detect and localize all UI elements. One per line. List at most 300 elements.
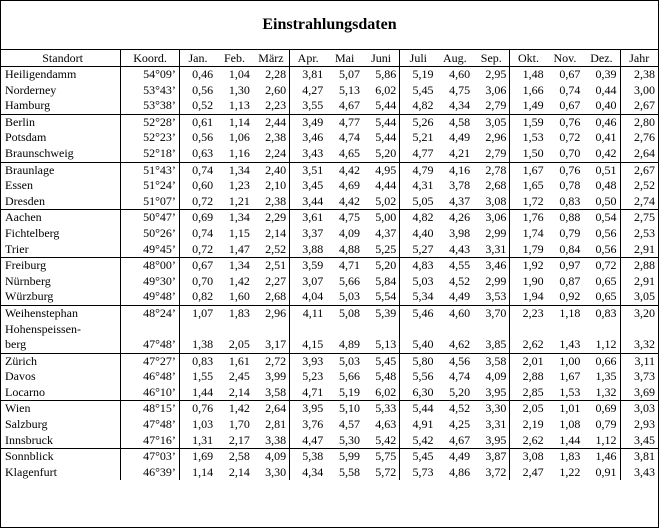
cell-juli: 5,05 <box>400 194 437 210</box>
cell-aug: 4,21 <box>449 145 471 160</box>
cell-koord: 51°43’ <box>121 162 180 178</box>
cell-maerz: 2,51 <box>253 258 290 274</box>
cell-juli: 4,31 <box>400 178 437 194</box>
cell-apr: 4,11 <box>290 305 327 321</box>
cell-jahr: 2,91 <box>620 274 658 290</box>
cell-dez: 0,69 <box>583 401 620 417</box>
cell-okt: 1,67 <box>510 162 547 178</box>
cell-mai: 4,75 <box>326 210 363 226</box>
cell-koord: 51°24’ <box>121 178 180 194</box>
cell-maerz: 3,99 <box>265 369 287 384</box>
cell-juni: 5,02 <box>375 193 397 208</box>
cell-jahr: 3,00 <box>620 83 658 99</box>
cell-juni: 5,13 <box>375 337 397 352</box>
cell-juli: 4,77 <box>400 146 437 162</box>
cell-jan: 0,82 <box>179 289 216 305</box>
cell-nov: 0,67 <box>559 98 581 113</box>
table-row <box>1 178 658 194</box>
cell-feb: 1,61 <box>216 353 253 369</box>
cell-aug: 4,49 <box>436 449 473 465</box>
cell-dez: 0,46 <box>583 114 620 130</box>
cell-aug: 4,49 <box>449 289 471 304</box>
cell-nov: 1,44 <box>559 432 581 447</box>
cell-maerz: 3,38 <box>265 432 287 447</box>
cell-aug: 5,20 <box>449 384 471 399</box>
cell-juli: 4,83 <box>400 258 437 274</box>
cell-nov: 0,78 <box>559 178 581 193</box>
cell-feb: 2,58 <box>216 449 253 465</box>
cell-juni: 5,44 <box>363 114 400 130</box>
table-title: Einstrahlungsdaten <box>1 1 658 50</box>
cell-okt: 2,62 <box>510 433 547 449</box>
cell-jan: 0,46 <box>179 67 216 83</box>
cell-dez: 0,51 <box>583 162 620 178</box>
cell-feb: 2,45 <box>228 369 250 384</box>
table-row <box>1 449 658 465</box>
cell-jahr: 3,81 <box>620 449 658 465</box>
cell-maerz: 3,17 <box>265 337 287 352</box>
cell-sep: 2,96 <box>485 130 507 145</box>
cell-nov: 0,79 <box>559 225 581 240</box>
cell-sep: 3,95 <box>485 384 507 399</box>
cell-koord: 47°03’ <box>121 449 180 465</box>
table-row <box>1 130 658 146</box>
cell-jahr: 3,69 <box>620 385 658 401</box>
cell-mai: 4,65 <box>339 145 360 160</box>
cell-jahr: 2,76 <box>620 130 658 146</box>
cell-mai: 5,66 <box>339 369 360 384</box>
cell-juni: 5,86 <box>375 67 397 81</box>
cell-sep: 3,95 <box>485 432 507 447</box>
cell-nov: 1,22 <box>559 464 581 479</box>
cell-maerz: 2,24 <box>265 145 287 160</box>
cell-maerz: 2,52 <box>265 241 287 256</box>
cell-juni: 5,48 <box>375 369 397 384</box>
cell-sep: 4,09 <box>485 369 507 384</box>
cell-sep: 3,53 <box>485 289 507 304</box>
cell-dez: 1,32 <box>595 384 617 399</box>
col-header-sep: Sep. <box>473 50 510 67</box>
cell-aug: 4,37 <box>449 193 471 208</box>
cell-mai: 5,03 <box>326 353 363 369</box>
cell-mai: 4,67 <box>339 98 360 113</box>
cell-jan: 1,07 <box>179 305 216 321</box>
cell-juli: 5,46 <box>400 305 437 321</box>
cell-koord: 46°48’ <box>121 369 180 385</box>
cell-okt: 1,76 <box>510 210 547 226</box>
cell-feb: 2,14 <box>228 464 250 479</box>
cell-feb: 2,14 <box>228 384 250 399</box>
cell-maerz: 2,38 <box>265 130 287 145</box>
cell-okt: 2,19 <box>510 417 547 433</box>
cell-juni: 5,25 <box>375 241 397 256</box>
cell-dez: 0,83 <box>583 305 620 321</box>
table-row <box>1 289 658 305</box>
cell-maerz: 2,38 <box>265 193 287 208</box>
table-row <box>1 162 658 178</box>
cell-koord: 53°38’ <box>121 98 180 114</box>
cell-dez: 1,46 <box>583 449 620 465</box>
cell-okt: 1,92 <box>510 258 547 274</box>
cell-jan: 0,70 <box>179 274 216 290</box>
cell-feb: 1,30 <box>228 82 250 97</box>
cell-juni: 5,75 <box>363 449 400 465</box>
cell-feb: 1,16 <box>228 145 250 160</box>
cell-nov: 1,01 <box>547 401 584 417</box>
cell-jan: 0,74 <box>179 162 216 178</box>
cell-standort: Hohenspeissen- berg <box>5 321 81 352</box>
cell-nov: 0,72 <box>559 130 581 145</box>
cell-koord: 48°00’ <box>121 258 180 274</box>
cell-juni: 4,44 <box>375 178 397 193</box>
cell-okt: 3,08 <box>510 449 547 465</box>
cell-feb: 1,42 <box>228 273 250 288</box>
cell-nov: 0,92 <box>559 289 581 304</box>
cell-jahr: 3,05 <box>620 289 658 305</box>
table-row <box>1 322 658 354</box>
cell-nov: 0,70 <box>559 145 581 160</box>
cell-apr: 4,71 <box>290 385 327 401</box>
cell-apr: 3,95 <box>290 401 327 417</box>
cell-aug: 4,49 <box>449 130 471 145</box>
table-row <box>1 385 658 401</box>
cell-okt: 2,88 <box>510 369 547 385</box>
cell-maerz: 2,68 <box>265 289 287 304</box>
cell-nov: 0,76 <box>547 162 584 178</box>
cell-okt: 1,49 <box>510 98 547 114</box>
cell-aug: 3,78 <box>449 178 471 193</box>
cell-standort: Potsdam <box>5 130 47 145</box>
cell-juli: 5,26 <box>400 114 437 130</box>
cell-juni: 4,95 <box>363 162 400 178</box>
table-row <box>1 353 658 369</box>
cell-standort: Berlin <box>1 114 121 130</box>
cell-jan: 0,61 <box>179 114 216 130</box>
cell-mai: 5,10 <box>326 401 363 417</box>
col-header-feb: Feb. <box>216 50 253 67</box>
cell-juni: 5,20 <box>375 145 397 160</box>
cell-sep: 3,85 <box>485 337 507 352</box>
cell-aug: 4,52 <box>436 401 473 417</box>
cell-jan: 1,14 <box>179 465 216 481</box>
cell-apr: 3,45 <box>290 178 327 194</box>
cell-maerz: 2,10 <box>265 178 287 193</box>
col-header-mai: Mai <box>326 50 363 67</box>
cell-standort: Innsbruck <box>5 432 53 447</box>
cell-juli: 5,56 <box>400 369 437 385</box>
cell-koord: 54°09’ <box>121 67 180 83</box>
cell-juli: 5,42 <box>400 433 437 449</box>
cell-standort: Aachen <box>1 210 121 226</box>
cell-feb: 1,47 <box>228 241 250 256</box>
cell-dez: 0,56 <box>595 225 617 240</box>
cell-mai: 4,74 <box>339 130 360 145</box>
cell-aug: 4,75 <box>449 82 471 97</box>
cell-mai: 4,69 <box>339 178 360 193</box>
cell-maerz: 3,30 <box>265 464 287 479</box>
cell-standort: Braunschweig <box>5 145 74 160</box>
cell-koord: 48°15’ <box>121 401 180 417</box>
cell-jan: 0,74 <box>179 226 216 242</box>
cell-standort: Davos <box>5 369 36 384</box>
cell-jan: 0,52 <box>179 98 216 114</box>
cell-koord: 46°10’ <box>121 385 180 401</box>
cell-maerz: 2,23 <box>265 98 287 113</box>
cell-aug: 4,60 <box>436 305 473 321</box>
cell-maerz: 2,96 <box>253 305 290 321</box>
cell-maerz: 2,60 <box>265 82 287 97</box>
cell-nov: 0,87 <box>559 273 581 288</box>
cell-dez: 0,42 <box>595 145 617 160</box>
cell-apr: 3,93 <box>290 353 327 369</box>
cell-feb: 1,06 <box>228 130 250 145</box>
cell-apr: 3,46 <box>290 130 327 146</box>
cell-mai: 5,66 <box>339 273 360 288</box>
cell-feb: 1,34 <box>216 162 253 178</box>
cell-koord: 49°45’ <box>121 242 180 258</box>
cell-juni: 5,39 <box>363 305 400 321</box>
cell-nov: 0,74 <box>559 82 581 97</box>
cell-dez: 0,48 <box>595 178 617 193</box>
cell-jahr: 2,80 <box>620 114 658 130</box>
cell-okt: 1,79 <box>510 242 547 258</box>
cell-aug: 4,62 <box>449 337 471 352</box>
cell-juli: 5,27 <box>400 242 437 258</box>
cell-jan: 1,69 <box>179 449 216 465</box>
cell-maerz: 2,40 <box>253 162 290 178</box>
cell-koord: 47°48’ <box>121 322 180 354</box>
cell-feb: 1,83 <box>216 305 253 321</box>
cell-sep: 2,79 <box>485 145 507 160</box>
cell-aug: 3,98 <box>449 225 471 240</box>
cell-juni: 5,44 <box>375 98 397 113</box>
cell-juli: 6,30 <box>400 385 437 401</box>
table-row <box>1 401 658 417</box>
cell-nov: 1,18 <box>547 305 584 321</box>
table-row <box>1 98 658 114</box>
cell-aug: 4,43 <box>449 241 471 256</box>
cell-okt: 1,90 <box>510 274 547 290</box>
table-row <box>1 433 658 449</box>
cell-dez: 0,79 <box>595 417 617 432</box>
cell-juni: 5,44 <box>375 130 397 145</box>
cell-standort: Norderney <box>5 82 57 97</box>
table-row <box>1 274 658 290</box>
cell-sep: 3,58 <box>473 353 510 369</box>
cell-jahr: 2,52 <box>620 178 658 194</box>
cell-okt: 2,23 <box>510 305 547 321</box>
cell-jan: 0,72 <box>179 194 216 210</box>
cell-jahr: 3,73 <box>620 369 658 385</box>
cell-dez: 0,91 <box>595 464 617 479</box>
cell-juli: 5,19 <box>400 67 437 83</box>
cell-dez: 1,12 <box>595 337 617 352</box>
cell-dez: 0,65 <box>595 273 617 288</box>
cell-standort: Heiligendamm <box>5 67 77 81</box>
cell-sep: 3,72 <box>485 464 507 479</box>
cell-nov: 0,76 <box>547 114 584 130</box>
cell-aug: 4,60 <box>449 67 471 81</box>
cell-feb: 1,23 <box>228 178 250 193</box>
cell-okt: 1,74 <box>510 226 547 242</box>
cell-standort: Trier <box>5 241 29 256</box>
cell-nov: 1,67 <box>559 369 581 384</box>
cell-koord: 50°47’ <box>121 210 180 226</box>
table-row <box>1 146 658 162</box>
cell-maerz: 2,64 <box>253 401 290 417</box>
cell-nov: 1,08 <box>559 417 581 432</box>
cell-sep: 3,31 <box>485 417 507 432</box>
col-header-apr: Apr. <box>290 50 327 67</box>
cell-koord: 50°26’ <box>121 226 180 242</box>
cell-koord: 52°18’ <box>121 146 180 162</box>
cell-jahr: 3,11 <box>620 353 658 369</box>
cell-juli: 5,44 <box>400 401 437 417</box>
cell-jahr: 3,20 <box>620 305 658 321</box>
cell-apr: 3,61 <box>290 210 327 226</box>
cell-standort: Würzburg <box>5 289 54 304</box>
cell-aug: 4,58 <box>436 114 473 130</box>
cell-jan: 1,03 <box>179 417 216 433</box>
cell-aug: 4,67 <box>449 432 471 447</box>
cell-standort: Zürich <box>1 353 121 369</box>
cell-juli: 5,40 <box>400 322 437 354</box>
cell-okt: 2,62 <box>510 322 547 354</box>
cell-feb: 1,04 <box>228 67 250 81</box>
cell-feb: 1,13 <box>228 98 250 113</box>
cell-aug: 4,26 <box>436 210 473 226</box>
cell-feb: 1,34 <box>216 210 253 226</box>
cell-dez: 1,12 <box>595 432 617 447</box>
cell-jahr: 2,64 <box>620 146 658 162</box>
cell-nov: 0,84 <box>559 241 581 256</box>
cell-dez: 0,39 <box>595 67 617 81</box>
table-row <box>1 67 658 83</box>
cell-okt: 2,01 <box>510 353 547 369</box>
header-row <box>1 50 658 67</box>
cell-mai: 4,42 <box>326 162 363 178</box>
col-header-juni: Juni <box>363 50 400 67</box>
cell-mai: 5,07 <box>339 67 360 81</box>
cell-koord: 47°27’ <box>121 353 180 369</box>
cell-koord: 47°16’ <box>121 433 180 449</box>
cell-jan: 0,67 <box>179 258 216 274</box>
cell-maerz: 2,14 <box>265 225 287 240</box>
cell-sep: 3,30 <box>473 401 510 417</box>
cell-mai: 4,09 <box>339 225 360 240</box>
cell-juli: 4,82 <box>400 210 437 226</box>
cell-nov: 0,97 <box>547 258 584 274</box>
cell-koord: 51°07’ <box>121 194 180 210</box>
table-row <box>1 305 658 321</box>
cell-apr: 3,55 <box>290 98 327 114</box>
cell-apr: 3,81 <box>290 67 327 83</box>
cell-sep: 3,05 <box>473 114 510 130</box>
col-header-koord: Koord. <box>121 50 180 67</box>
cell-mai: 5,99 <box>326 449 363 465</box>
cell-sep: 3,31 <box>485 241 507 256</box>
cell-juni: 5,00 <box>363 210 400 226</box>
cell-apr: 4,34 <box>290 465 327 481</box>
cell-maerz: 2,72 <box>253 353 290 369</box>
cell-maerz: 2,29 <box>253 210 290 226</box>
cell-jahr: 3,43 <box>620 465 658 481</box>
cell-juni: 5,72 <box>375 464 397 479</box>
cell-jahr: 2,67 <box>620 162 658 178</box>
col-header-aug: Aug. <box>436 50 473 67</box>
cell-feb: 2,05 <box>228 337 250 352</box>
cell-koord: 52°23’ <box>121 130 180 146</box>
col-header-jahr: Jahr <box>620 50 658 67</box>
cell-dez: 1,35 <box>595 369 617 384</box>
cell-dez: 0,66 <box>583 353 620 369</box>
cell-nov: 1,83 <box>547 449 584 465</box>
cell-juli: 4,82 <box>400 98 437 114</box>
cell-sep: 2,79 <box>485 98 507 113</box>
col-header-juli: Juli <box>400 50 437 67</box>
col-header-maerz: März <box>253 50 290 67</box>
cell-okt: 1,94 <box>510 289 547 305</box>
col-header-nov: Nov. <box>547 50 584 67</box>
cell-nov: 0,67 <box>559 67 581 81</box>
cell-apr: 4,04 <box>290 289 327 305</box>
cell-sep: 2,68 <box>485 178 507 193</box>
cell-apr: 3,07 <box>290 274 327 290</box>
cell-apr: 3,88 <box>290 242 327 258</box>
cell-okt: 1,53 <box>510 130 547 146</box>
cell-juli: 4,40 <box>400 226 437 242</box>
cell-aug: 4,86 <box>449 464 471 479</box>
cell-juni: 6,02 <box>375 384 397 399</box>
cell-koord: 48°24’ <box>121 305 180 321</box>
table-row <box>1 465 658 481</box>
cell-juni: 5,84 <box>375 273 397 288</box>
cell-okt: 2,05 <box>510 401 547 417</box>
cell-jan: 0,56 <box>179 83 216 99</box>
table-row <box>1 114 658 130</box>
cell-sep: 2,99 <box>485 273 507 288</box>
cell-dez: 0,50 <box>595 193 617 208</box>
cell-jahr: 2,38 <box>620 67 658 83</box>
cell-juni: 4,37 <box>375 225 397 240</box>
cell-apr: 3,51 <box>290 162 327 178</box>
cell-koord: 49°48’ <box>121 289 180 305</box>
cell-feb: 1,60 <box>228 289 250 304</box>
cell-jahr: 2,75 <box>620 210 658 226</box>
cell-aug: 4,74 <box>449 369 471 384</box>
table-row <box>1 210 658 226</box>
cell-sep: 2,78 <box>473 162 510 178</box>
cell-jan: 1,44 <box>179 385 216 401</box>
cell-juni: 5,20 <box>363 258 400 274</box>
table-row <box>1 83 658 99</box>
cell-okt: 1,48 <box>510 67 547 83</box>
cell-nov: 0,83 <box>559 193 581 208</box>
cell-feb: 2,17 <box>228 432 250 447</box>
cell-standort: Klagenfurt <box>5 464 57 479</box>
cell-apr: 4,15 <box>290 322 327 354</box>
cell-feb: 1,34 <box>216 258 253 274</box>
table-row <box>1 417 658 433</box>
cell-jahr: 3,32 <box>620 322 658 354</box>
cell-aug: 4,34 <box>449 98 471 113</box>
cell-dez: 0,72 <box>583 258 620 274</box>
cell-mai: 5,30 <box>339 432 360 447</box>
cell-juli: 4,91 <box>400 417 437 433</box>
cell-jan: 0,69 <box>179 210 216 226</box>
cell-okt: 1,59 <box>510 114 547 130</box>
cell-juli: 5,34 <box>400 289 437 305</box>
